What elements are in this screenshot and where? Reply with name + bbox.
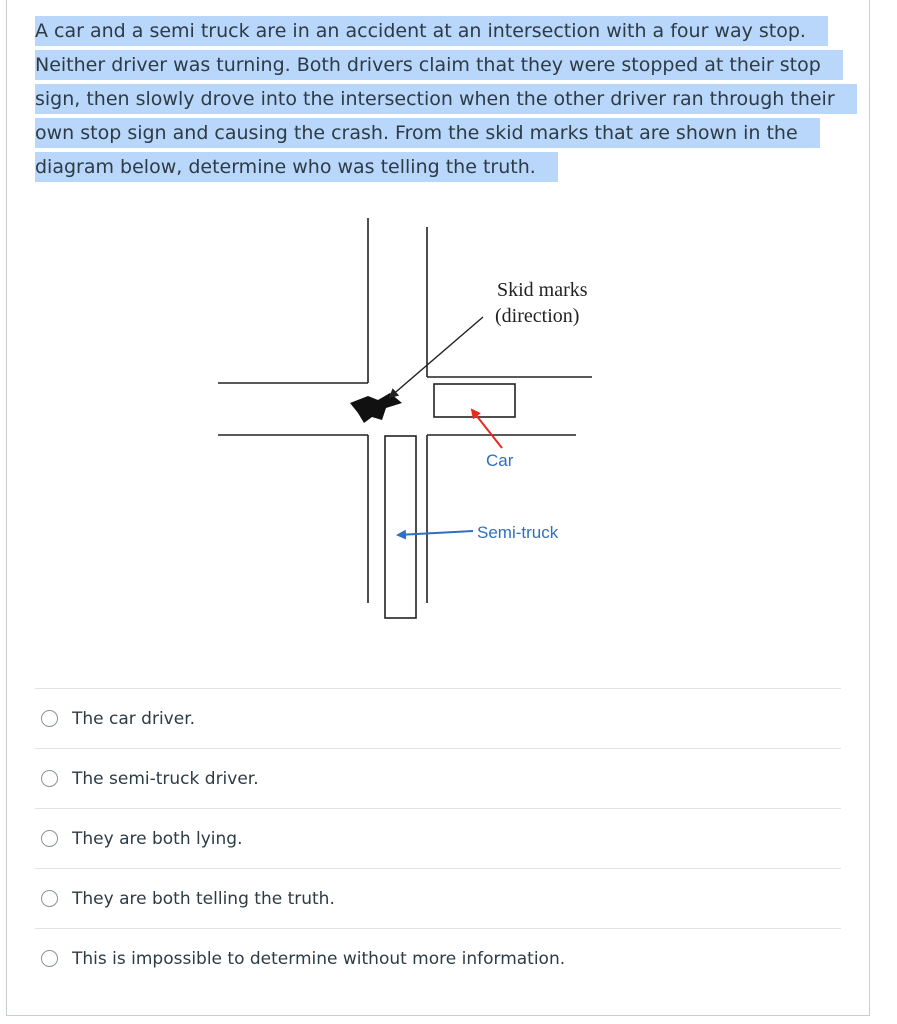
option-label: This is impossible to determine without more information. — [72, 948, 566, 969]
option-both-lying[interactable] — [35, 808, 841, 868]
skid-label-line2: (direction) — [495, 305, 580, 327]
option-label: The car driver. — [72, 708, 196, 729]
option-both-truth[interactable] — [35, 868, 841, 928]
option-semi-truck-driver[interactable] — [35, 748, 841, 808]
skid-label-line1: Skid marks — [497, 279, 588, 301]
skid-marks-shape — [350, 393, 402, 423]
answer-options — [35, 688, 841, 988]
option-impossible[interactable] — [35, 928, 841, 988]
option-label: They are both telling the truth. — [72, 888, 335, 909]
question-text: A car and a semi truck are in an accident at an intersection with a four way stop. Neither driver was turning. Both drivers claim that they were stopped at their stop sign, then slowly drove into the intersection when the other driver ran through their own stop sign and causing the crash. From the skid marks that are shown in the diagram below, determine who was telling the truth. — [35, 16, 857, 182]
radio-button[interactable] — [41, 890, 58, 907]
option-label: They are both lying. — [72, 828, 243, 849]
radio-button[interactable] — [41, 950, 58, 967]
intersection-diagram — [200, 205, 620, 635]
truck-label: Semi-truck — [477, 523, 559, 542]
question-text-container — [35, 14, 841, 184]
car-label: Car — [486, 451, 514, 470]
radio-button[interactable] — [41, 770, 58, 787]
radio-button[interactable] — [41, 830, 58, 847]
radio-button[interactable] — [41, 710, 58, 727]
semi-truck-vehicle — [385, 436, 416, 618]
option-car-driver[interactable] — [35, 688, 841, 748]
option-label: The semi-truck driver. — [72, 768, 259, 789]
